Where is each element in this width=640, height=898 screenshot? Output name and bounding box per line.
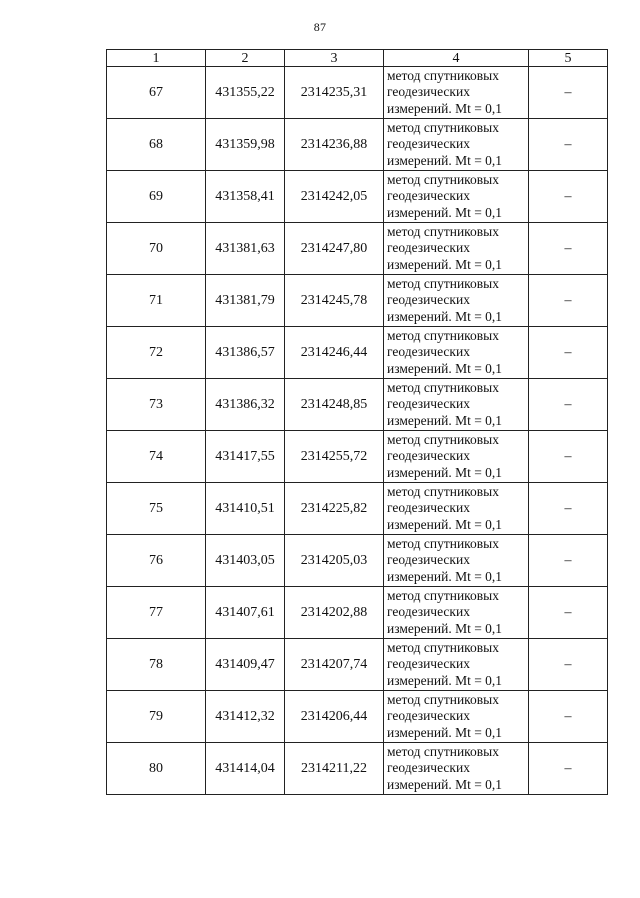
- note-cell: –: [529, 691, 608, 743]
- method-text-line: измерений. Mt = 0,1: [387, 360, 503, 376]
- y-coordinate-cell: 2314255,72: [285, 431, 384, 483]
- method-text-line: геодезических: [387, 344, 470, 360]
- y-coordinate-cell: 2314211,22: [285, 743, 384, 795]
- method-cell: [384, 379, 529, 431]
- table-row: [107, 223, 608, 275]
- method-cell: [384, 639, 529, 691]
- y-coordinate-cell: 2314248,85: [285, 379, 384, 431]
- y-coordinate-cell: 2314207,74: [285, 639, 384, 691]
- y-coordinate-cell: 2314236,88: [285, 119, 384, 171]
- coordinates-table: [106, 49, 608, 795]
- header-col-5: 5: [529, 50, 608, 67]
- method-text-line: геодезических: [387, 656, 470, 672]
- x-coordinate-cell: 431410,51: [206, 483, 285, 535]
- point-number-cell: 68: [107, 119, 206, 171]
- method-cell: [384, 691, 529, 743]
- point-number-cell: 80: [107, 743, 206, 795]
- method-text-line: метод спутниковых: [387, 67, 499, 83]
- method-text-line: измерений. Mt = 0,1: [387, 516, 503, 532]
- method-text-line: геодезических: [387, 292, 470, 308]
- method-text-line: измерений. Mt = 0,1: [387, 308, 503, 324]
- x-coordinate-cell: 431381,63: [206, 223, 285, 275]
- point-number-cell: 74: [107, 431, 206, 483]
- point-number-cell: 79: [107, 691, 206, 743]
- method-text-line: геодезических: [387, 396, 470, 412]
- table-body: [107, 67, 608, 795]
- note-cell: –: [529, 223, 608, 275]
- method-cell: [384, 67, 529, 119]
- table-row: [107, 379, 608, 431]
- x-coordinate-cell: 431412,32: [206, 691, 285, 743]
- x-coordinate-cell: 431358,41: [206, 171, 285, 223]
- x-coordinate-cell: 431417,55: [206, 431, 285, 483]
- y-coordinate-cell: 2314225,82: [285, 483, 384, 535]
- method-cell: [384, 483, 529, 535]
- note-cell: –: [529, 535, 608, 587]
- point-number-cell: 76: [107, 535, 206, 587]
- point-number-cell: 73: [107, 379, 206, 431]
- header-col-3: 3: [285, 50, 384, 67]
- header-col-2: 2: [206, 50, 285, 67]
- point-number-cell: 67: [107, 67, 206, 119]
- method-text-line: метод спутниковых: [387, 327, 499, 343]
- x-coordinate-cell: 431381,79: [206, 275, 285, 327]
- method-text-line: геодезических: [387, 708, 470, 724]
- x-coordinate-cell: 431407,61: [206, 587, 285, 639]
- point-number-cell: 75: [107, 483, 206, 535]
- point-number-cell: 77: [107, 587, 206, 639]
- method-text-line: геодезических: [387, 604, 470, 620]
- method-cell: [384, 535, 529, 587]
- method-text-line: метод спутниковых: [387, 223, 499, 239]
- method-text-line: измерений. Mt = 0,1: [387, 256, 503, 272]
- note-cell: –: [529, 431, 608, 483]
- table-row: [107, 743, 608, 795]
- method-text-line: геодезических: [387, 84, 470, 100]
- table-row: [107, 431, 608, 483]
- note-cell: –: [529, 275, 608, 327]
- x-coordinate-cell: 431359,98: [206, 119, 285, 171]
- table-header: [107, 50, 608, 67]
- method-text-line: метод спутниковых: [387, 535, 499, 551]
- point-number-cell: 70: [107, 223, 206, 275]
- method-text-line: измерений. Mt = 0,1: [387, 204, 503, 220]
- x-coordinate-cell: 431386,32: [206, 379, 285, 431]
- y-coordinate-cell: 2314242,05: [285, 171, 384, 223]
- method-text-line: метод спутниковых: [387, 743, 499, 759]
- page-number: 87: [313, 20, 327, 34]
- header-col-4: 4: [384, 50, 529, 67]
- method-text-line: геодезических: [387, 760, 470, 776]
- method-text-line: геодезических: [387, 448, 470, 464]
- method-text-line: метод спутниковых: [387, 639, 499, 655]
- note-cell: –: [529, 171, 608, 223]
- method-cell: [384, 743, 529, 795]
- method-text-line: геодезических: [387, 240, 470, 256]
- y-coordinate-cell: 2314235,31: [285, 67, 384, 119]
- method-text-line: измерений. Mt = 0,1: [387, 464, 503, 480]
- method-cell: [384, 327, 529, 379]
- y-coordinate-cell: 2314247,80: [285, 223, 384, 275]
- x-coordinate-cell: 431403,05: [206, 535, 285, 587]
- method-text-line: геодезических: [387, 552, 470, 568]
- header-col-1: 1: [107, 50, 206, 67]
- note-cell: –: [529, 119, 608, 171]
- table-row: [107, 171, 608, 223]
- x-coordinate-cell: 431414,04: [206, 743, 285, 795]
- x-coordinate-cell: 431386,57: [206, 327, 285, 379]
- method-text-line: измерений. Mt = 0,1: [387, 776, 503, 792]
- method-cell: [384, 171, 529, 223]
- method-text-line: метод спутниковых: [387, 587, 499, 603]
- table-row: [107, 587, 608, 639]
- table-row: [107, 535, 608, 587]
- note-cell: –: [529, 67, 608, 119]
- method-text-line: метод спутниковых: [387, 431, 499, 447]
- method-cell: [384, 587, 529, 639]
- note-cell: –: [529, 587, 608, 639]
- note-cell: –: [529, 743, 608, 795]
- y-coordinate-cell: 2314205,03: [285, 535, 384, 587]
- table-row: [107, 67, 608, 119]
- note-cell: –: [529, 379, 608, 431]
- method-cell: [384, 431, 529, 483]
- table-row: [107, 327, 608, 379]
- note-cell: –: [529, 327, 608, 379]
- method-text-line: геодезических: [387, 136, 470, 152]
- method-text-line: измерений. Mt = 0,1: [387, 412, 503, 428]
- table-row: [107, 639, 608, 691]
- method-text-line: метод спутниковых: [387, 691, 499, 707]
- point-number-cell: 69: [107, 171, 206, 223]
- x-coordinate-cell: 431355,22: [206, 67, 285, 119]
- method-text-line: метод спутниковых: [387, 275, 499, 291]
- method-cell: [384, 275, 529, 327]
- method-text-line: измерений. Mt = 0,1: [387, 152, 503, 168]
- table-row: [107, 119, 608, 171]
- y-coordinate-cell: 2314246,44: [285, 327, 384, 379]
- method-text-line: измерений. Mt = 0,1: [387, 568, 503, 584]
- method-text-line: метод спутниковых: [387, 379, 499, 395]
- method-text-line: измерений. Mt = 0,1: [387, 620, 503, 636]
- x-coordinate-cell: 431409,47: [206, 639, 285, 691]
- y-coordinate-cell: 2314206,44: [285, 691, 384, 743]
- note-cell: –: [529, 639, 608, 691]
- point-number-cell: 72: [107, 327, 206, 379]
- y-coordinate-cell: 2314245,78: [285, 275, 384, 327]
- y-coordinate-cell: 2314202,88: [285, 587, 384, 639]
- table-row: [107, 275, 608, 327]
- method-text-line: измерений. Mt = 0,1: [387, 672, 503, 688]
- point-number-cell: 71: [107, 275, 206, 327]
- point-number-cell: 78: [107, 639, 206, 691]
- table-row: [107, 691, 608, 743]
- method-text-line: геодезических: [387, 500, 470, 516]
- method-text-line: геодезических: [387, 188, 470, 204]
- method-text-line: измерений. Mt = 0,1: [387, 100, 503, 116]
- method-text-line: метод спутниковых: [387, 483, 499, 499]
- method-text-line: метод спутниковых: [387, 119, 499, 135]
- method-text-line: метод спутниковых: [387, 171, 499, 187]
- method-cell: [384, 223, 529, 275]
- header-row: [107, 50, 608, 67]
- method-cell: [384, 119, 529, 171]
- method-text-line: измерений. Mt = 0,1: [387, 724, 503, 740]
- table-row: [107, 483, 608, 535]
- note-cell: –: [529, 483, 608, 535]
